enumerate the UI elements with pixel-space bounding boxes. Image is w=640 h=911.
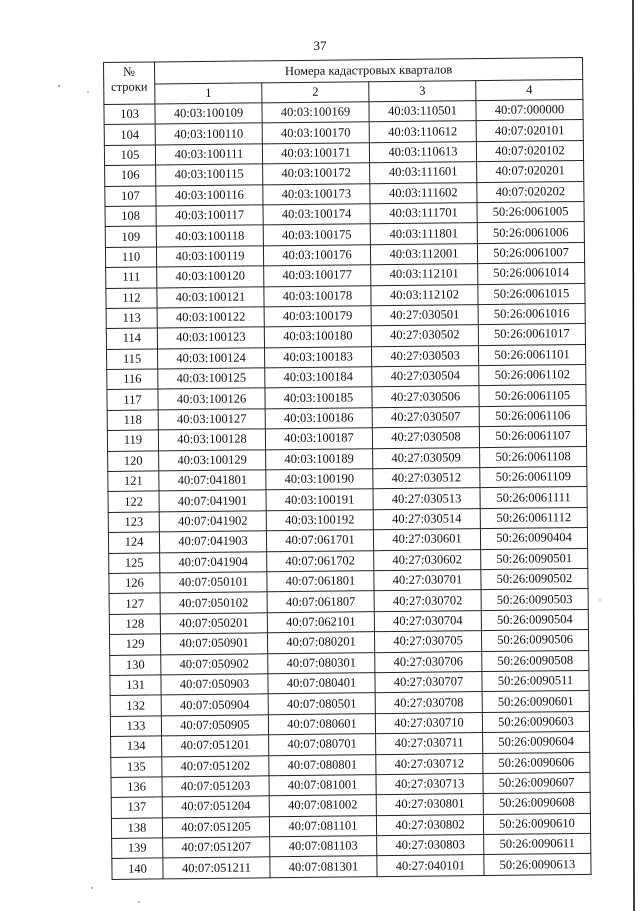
cadastral-number-cell: 40:07:062101 xyxy=(267,611,374,633)
cadastral-number-cell: 40:07:050101 xyxy=(160,572,267,594)
cadastral-number-cell: 40:27:030602 xyxy=(374,549,481,571)
cadastral-number-cell: 40:27:030507 xyxy=(372,406,479,428)
cadastral-number-cell: 40:07:080201 xyxy=(267,632,374,654)
row-number-cell: 138 xyxy=(111,818,162,839)
cadastral-number-cell: 40:03:110501 xyxy=(369,101,476,123)
row-number-cell: 124 xyxy=(108,532,159,553)
cadastral-number-cell: 40:07:041904 xyxy=(160,551,267,573)
cadastral-number-cell: 40:03:100192 xyxy=(266,510,373,532)
cadastral-number-cell: 40:03:100174 xyxy=(263,204,370,226)
cadastral-number-cell: 50:26:0061007 xyxy=(477,242,584,264)
cadastral-number-cell: 50:26:0090501 xyxy=(481,548,588,570)
row-number-cell: 104 xyxy=(104,124,155,145)
cadastral-number-cell: 40:03:112102 xyxy=(371,284,478,306)
cadastral-number-cell: 40:03:100191 xyxy=(266,489,373,511)
cadastral-number-cell: 50:26:0090613 xyxy=(484,854,591,876)
row-number-cell: 114 xyxy=(106,328,157,349)
cadastral-number-cell: 50:26:0061112 xyxy=(480,507,587,529)
row-number-cell: 123 xyxy=(108,512,159,533)
cadastral-number-cell: 50:26:0090610 xyxy=(483,813,590,835)
cadastral-number-cell: 40:03:100116 xyxy=(156,184,263,206)
cadastral-number-cell: 50:26:0061105 xyxy=(479,385,586,407)
cadastral-number-cell: 40:03:100185 xyxy=(265,387,372,409)
cadastral-number-cell: 40:27:030803 xyxy=(377,835,484,857)
cadastral-number-cell: 50:26:0061006 xyxy=(477,222,584,244)
cadastral-number-cell: 40:03:100173 xyxy=(263,183,370,205)
cadastral-number-cell: 50:26:0061109 xyxy=(480,466,587,488)
cadastral-number-cell: 50:26:0090502 xyxy=(481,568,588,590)
row-number-cell: 139 xyxy=(112,838,163,859)
cadastral-number-cell: 50:26:0090506 xyxy=(481,630,588,652)
cadastral-number-cell: 50:26:0061005 xyxy=(477,201,584,223)
cadastral-number-cell: 40:03:100115 xyxy=(156,164,263,186)
cadastral-number-cell: 40:03:100177 xyxy=(264,265,371,287)
cadastral-number-cell: 40:27:030506 xyxy=(372,386,479,408)
cadastral-number-cell: 40:07:041801 xyxy=(159,470,266,492)
row-number-cell: 118 xyxy=(107,410,158,431)
cadastral-number-cell: 40:03:100129 xyxy=(159,449,266,471)
cadastral-number-cell: 40:07:020201 xyxy=(477,161,584,183)
row-number-cell: 116 xyxy=(107,369,158,390)
cadastral-number-cell: 40:03:111801 xyxy=(370,223,477,245)
row-number-cell: 128 xyxy=(109,614,160,635)
cadastral-number-cell: 50:26:0090404 xyxy=(480,528,587,550)
cadastral-number-cell: 50:26:0061107 xyxy=(479,426,586,448)
cadastral-number-cell: 40:27:030706 xyxy=(375,651,482,673)
cadastral-number-cell: 40:07:061807 xyxy=(267,591,374,613)
row-number-cell: 108 xyxy=(105,206,156,227)
cadastral-number-cell: 40:07:050904 xyxy=(161,694,268,716)
cadastral-number-cell: 50:26:0090606 xyxy=(483,752,590,774)
cadastral-number-cell: 50:26:0061102 xyxy=(479,365,586,387)
cadastral-number-cell: 40:07:081101 xyxy=(269,815,376,837)
cadastral-number-cell: 40:07:051207 xyxy=(163,837,270,859)
row-number-cell: 110 xyxy=(105,247,156,268)
cadastral-number-cell: 40:03:100122 xyxy=(157,307,264,329)
cadastral-number-cell: 40:03:100127 xyxy=(158,409,265,431)
row-number-cell: 126 xyxy=(109,573,160,594)
cadastral-number-cell: 40:27:030502 xyxy=(371,325,478,347)
cadastral-number-cell: 40:07:080501 xyxy=(268,693,375,715)
cadastral-number-cell: 40:07:050902 xyxy=(161,653,268,675)
cadastral-number-cell: 40:03:111602 xyxy=(370,182,477,204)
cadastral-number-cell: 40:27:030712 xyxy=(376,753,483,775)
cadastral-number-cell: 40:07:051211 xyxy=(163,857,270,879)
cadastral-number-cell: 40:03:100169 xyxy=(262,102,369,124)
cadastral-number-cell: 40:03:112101 xyxy=(371,264,478,286)
cadastral-number-cell: 40:03:100175 xyxy=(263,224,370,246)
cadastral-number-cell: 40:03:100176 xyxy=(263,244,370,266)
cadastral-number-cell: 50:26:0090611 xyxy=(484,833,591,855)
cadastral-number-cell: 40:03:100109 xyxy=(155,103,262,125)
cadastral-number-cell: 40:07:080601 xyxy=(268,713,375,735)
cadastral-number-cell: 40:03:110613 xyxy=(369,141,476,163)
row-number-cell: 109 xyxy=(105,226,156,247)
cadastral-number-cell: 50:26:0090503 xyxy=(481,589,588,611)
cadastral-number-cell: 40:07:051204 xyxy=(162,796,269,818)
cadastral-number-cell: 40:03:100186 xyxy=(265,408,372,430)
cadastral-number-cell: 40:03:100124 xyxy=(158,348,265,370)
row-number-cell: 105 xyxy=(104,145,155,166)
cadastral-number-cell: 40:27:030509 xyxy=(373,447,480,469)
cadastral-number-cell: 40:07:080401 xyxy=(268,673,375,695)
cadastral-number-cell: 40:27:030704 xyxy=(374,610,481,632)
cadastral-number-cell: 40:07:051202 xyxy=(162,755,269,777)
row-number-cell: 130 xyxy=(110,654,161,675)
cadastral-number-cell: 40:03:100179 xyxy=(264,306,371,328)
cadastral-number-cell: 40:03:112001 xyxy=(370,243,477,265)
cadastral-number-cell: 50:26:0061016 xyxy=(478,303,585,325)
cadastral-number-cell: 40:07:020102 xyxy=(476,140,583,162)
cadastral-number-cell: 40:27:030802 xyxy=(376,814,483,836)
column-header-1: 1 xyxy=(155,83,262,104)
cadastral-number-cell: 40:27:030707 xyxy=(375,672,482,694)
cadastral-number-cell: 40:03:100178 xyxy=(264,285,371,307)
row-number-cell: 106 xyxy=(105,165,156,186)
row-number-cell: 122 xyxy=(108,491,159,512)
cadastral-number-cell: 40:07:061702 xyxy=(267,550,374,572)
cadastral-number-cell: 40:27:030708 xyxy=(375,692,482,714)
cadastral-number-cell: 40:27:030504 xyxy=(372,366,479,388)
cadastral-number-cell: 50:26:0090504 xyxy=(481,609,588,631)
cadastral-number-cell: 40:03:111601 xyxy=(370,162,477,184)
cadastral-number-cell: 40:03:100128 xyxy=(158,429,265,451)
group-header: Номера кадастровых кварталов xyxy=(155,57,583,83)
cadastral-number-cell: 40:03:100111 xyxy=(155,144,262,166)
page-number: 37 xyxy=(313,38,327,53)
cadastral-number-cell: 40:07:051201 xyxy=(162,735,269,757)
cadastral-number-cell: 40:27:030503 xyxy=(371,345,478,367)
row-number-cell: 133 xyxy=(110,716,161,737)
cadastral-number-cell: 50:26:0090607 xyxy=(483,772,590,794)
column-header-4: 4 xyxy=(476,79,583,100)
cadastral-number-cell: 40:03:100126 xyxy=(158,388,265,410)
cadastral-number-cell: 40:07:041903 xyxy=(159,531,266,553)
cadastral-number-cell: 40:27:030514 xyxy=(373,508,480,530)
cadastral-number-cell: 40:07:081103 xyxy=(270,836,377,858)
row-number-cell: 120 xyxy=(108,451,159,472)
row-number-cell: 135 xyxy=(111,756,162,777)
cadastral-number-cell: 40:07:041902 xyxy=(159,511,266,533)
row-number-cell: 121 xyxy=(108,471,159,492)
row-number-cell: 111 xyxy=(106,267,157,288)
row-number-cell: 112 xyxy=(106,287,157,308)
cadastral-number-cell: 40:03:110612 xyxy=(369,121,476,143)
row-number-cell: 113 xyxy=(106,308,157,329)
cadastral-number-cell: 50:26:0061106 xyxy=(479,405,586,427)
cadastral-number-cell: 40:27:030713 xyxy=(376,773,483,795)
row-number-cell: 117 xyxy=(107,389,158,410)
cadastral-number-cell: 40:03:100117 xyxy=(156,205,263,227)
cadastral-number-cell: 40:07:050903 xyxy=(161,674,268,696)
row-number-cell: 119 xyxy=(107,430,158,451)
row-number-cell: 134 xyxy=(111,736,162,757)
cadastral-number-cell: 40:27:030801 xyxy=(376,794,483,816)
cadastral-number-cell: 40:27:030513 xyxy=(373,488,480,510)
cadastral-number-cell: 40:07:080301 xyxy=(268,652,375,674)
cadastral-number-cell: 50:26:0090508 xyxy=(482,650,589,672)
cadastral-number-cell: 40:27:030710 xyxy=(375,712,482,734)
cadastral-number-cell: 40:07:061801 xyxy=(267,571,374,593)
cadastral-number-cell: 50:26:0061017 xyxy=(478,324,585,346)
cadastral-number-cell: 40:03:100118 xyxy=(156,225,263,247)
row-number-cell: 115 xyxy=(107,349,158,370)
cadastral-number-cell: 40:07:051205 xyxy=(162,816,269,838)
number-sign: № xyxy=(123,64,136,79)
cadastral-number-cell: 50:26:0090601 xyxy=(482,691,589,713)
cadastral-number-cell: 40:07:000000 xyxy=(476,99,583,121)
cadastral-number-cell: 40:03:100187 xyxy=(265,428,372,450)
cadastral-number-cell: 40:07:061701 xyxy=(266,530,373,552)
cadastral-number-cell: 50:26:0061111 xyxy=(480,487,587,509)
cadastral-number-cell: 40:27:030512 xyxy=(373,468,480,490)
cadastral-number-cell: 40:07:050901 xyxy=(160,633,267,655)
cadastral-number-cell: 40:07:051203 xyxy=(162,776,269,798)
cadastral-number-cell: 40:07:050201 xyxy=(160,613,267,635)
cadastral-number-cell: 40:03:100123 xyxy=(157,327,264,349)
cadastral-number-cell: 40:07:041901 xyxy=(159,490,266,512)
cadastral-number-cell: 40:03:100120 xyxy=(157,266,264,288)
row-number-cell: 132 xyxy=(110,695,161,716)
cadastral-number-cell: 50:26:0061014 xyxy=(478,263,585,285)
cadastral-number-cell: 50:26:0090608 xyxy=(483,793,590,815)
cadastral-number-cell: 40:03:100172 xyxy=(263,163,370,185)
cadastral-number-cell: 40:03:100183 xyxy=(264,346,371,368)
cadastral-number-cell: 40:03:100171 xyxy=(262,142,369,164)
cadastral-number-cell: 40:03:100189 xyxy=(266,448,373,470)
cadastral-number-cell: 40:03:100170 xyxy=(262,122,369,144)
cadastral-number-cell: 40:03:100190 xyxy=(266,469,373,491)
cadastral-number-cell: 40:27:030701 xyxy=(374,570,481,592)
cadastral-number-cell: 40:27:030501 xyxy=(371,304,478,326)
cadastral-number-cell: 50:26:0061108 xyxy=(480,446,587,468)
row-number-cell: 103 xyxy=(104,104,155,125)
row-number-cell: 136 xyxy=(111,777,162,798)
cadastral-number-cell: 50:26:0090604 xyxy=(483,732,590,754)
cadastral-number-cell: 40:03:100110 xyxy=(155,123,262,145)
cadastral-number-cell: 50:26:0061101 xyxy=(478,344,585,366)
cadastral-number-cell: 40:07:080701 xyxy=(269,734,376,756)
cadastral-number-cell: 40:03:100119 xyxy=(156,246,263,268)
row-number-cell: 107 xyxy=(105,186,156,207)
cadastral-number-cell: 50:26:0061015 xyxy=(478,283,585,305)
cadastral-number-cell: 40:07:081001 xyxy=(269,775,376,797)
cadastral-number-cell: 40:07:081301 xyxy=(270,856,377,878)
cadastral-number-cell: 40:07:020101 xyxy=(476,120,583,142)
cadastral-number-cell: 40:27:030601 xyxy=(373,529,480,551)
column-header-2: 2 xyxy=(262,82,369,103)
cadastral-number-cell: 40:07:080801 xyxy=(269,754,376,776)
column-header-3: 3 xyxy=(369,81,476,102)
cadastral-number-cell: 40:07:050905 xyxy=(161,715,268,737)
cadastral-number-cell: 40:07:020202 xyxy=(477,181,584,203)
cadastral-number-cell: 40:03:111701 xyxy=(370,203,477,225)
cadastral-number-cell: 40:27:030508 xyxy=(372,427,479,449)
cadastral-number-cell: 40:07:081002 xyxy=(269,795,376,817)
cadastral-number-cell: 40:03:100121 xyxy=(157,286,264,308)
row-number-cell: 125 xyxy=(109,553,160,574)
cadastral-number-cell: 50:26:0090511 xyxy=(482,670,589,692)
cadastral-number-cell: 40:27:030702 xyxy=(374,590,481,612)
cadastral-number-cell: 50:26:0090603 xyxy=(482,711,589,733)
cadastral-number-cell: 40:27:030705 xyxy=(374,631,481,653)
cadastral-number-cell: 40:27:040101 xyxy=(377,855,484,877)
cadastral-number-cell: 40:27:030711 xyxy=(376,733,483,755)
row-number-cell: 127 xyxy=(109,593,160,614)
row-word: строки xyxy=(110,79,148,94)
cadastral-number-cell: 40:07:050102 xyxy=(160,592,267,614)
cadastral-number-cell: 40:03:100125 xyxy=(158,368,265,390)
row-number-cell: 131 xyxy=(110,675,161,696)
row-number-cell: 137 xyxy=(111,797,162,818)
row-number-cell: 129 xyxy=(109,634,160,655)
cadastral-number-cell: 40:03:100184 xyxy=(265,367,372,389)
cadastral-number-cell: 40:03:100180 xyxy=(264,326,371,348)
row-number-cell: 140 xyxy=(112,858,163,879)
